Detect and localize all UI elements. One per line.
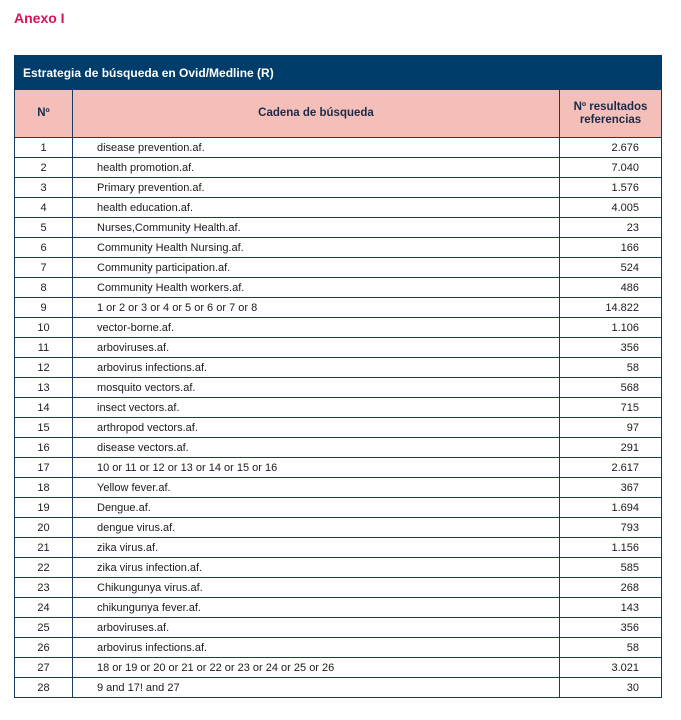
header-results-line1: Nº resultados <box>573 100 648 113</box>
table-row <box>15 538 662 558</box>
row-query: disease vectors.af. <box>73 438 560 458</box>
row-query: health promotion.af. <box>73 158 560 178</box>
row-number: 5 <box>15 218 73 238</box>
row-results: 356 <box>560 618 662 638</box>
row-results: 58 <box>560 638 662 658</box>
row-results: 14.822 <box>560 298 662 318</box>
row-results: 486 <box>560 278 662 298</box>
row-results: 524 <box>560 258 662 278</box>
row-results: 367 <box>560 478 662 498</box>
row-number: 1 <box>15 138 73 158</box>
row-query: 18 or 19 or 20 or 21 or 22 or 23 or 24 or 25 or 26 <box>73 658 560 678</box>
row-results: 1.576 <box>560 178 662 198</box>
annex-title: Anexo I <box>14 10 65 26</box>
row-results: 268 <box>560 578 662 598</box>
row-number: 25 <box>15 618 73 638</box>
row-number: 23 <box>15 578 73 598</box>
row-results: 58 <box>560 358 662 378</box>
row-number: 17 <box>15 458 73 478</box>
row-number: 18 <box>15 478 73 498</box>
row-query: mosquito vectors.af. <box>73 378 560 398</box>
row-number: 8 <box>15 278 73 298</box>
table-row <box>15 218 662 238</box>
row-number: 20 <box>15 518 73 538</box>
row-query: dengue virus.af. <box>73 518 560 538</box>
table-row <box>15 378 662 398</box>
row-query: Chikungunya virus.af. <box>73 578 560 598</box>
row-query: arbovirus infections.af. <box>73 358 560 378</box>
table-row <box>15 178 662 198</box>
row-results: 585 <box>560 558 662 578</box>
table-row <box>15 458 662 478</box>
row-query: Primary prevention.af. <box>73 178 560 198</box>
search-strategy-table <box>14 55 662 698</box>
table-row <box>15 298 662 318</box>
row-query: Community Health workers.af. <box>73 278 560 298</box>
row-query: arthropod vectors.af. <box>73 418 560 438</box>
table-row <box>15 418 662 438</box>
row-results: 1.106 <box>560 318 662 338</box>
table-row <box>15 398 662 418</box>
row-results: 356 <box>560 338 662 358</box>
header-results <box>560 90 662 138</box>
row-query: Community participation.af. <box>73 258 560 278</box>
table-row <box>15 358 662 378</box>
row-query: arboviruses.af. <box>73 338 560 358</box>
row-results: 291 <box>560 438 662 458</box>
row-query: zika virus.af. <box>73 538 560 558</box>
table-row <box>15 618 662 638</box>
table-caption: Estrategia de búsqueda en Ovid/Medline (R) <box>15 56 662 90</box>
row-results: 3.021 <box>560 658 662 678</box>
row-query: 1 or 2 or 3 or 4 or 5 or 6 or 7 or 8 <box>73 298 560 318</box>
row-number: 21 <box>15 538 73 558</box>
row-results: 2.617 <box>560 458 662 478</box>
row-number: 24 <box>15 598 73 618</box>
row-query: disease prevention.af. <box>73 138 560 158</box>
row-query: health education.af. <box>73 198 560 218</box>
row-number: 2 <box>15 158 73 178</box>
row-query: 9 and 17! and 27 <box>73 678 560 698</box>
table-header-row <box>15 90 662 138</box>
table-row <box>15 158 662 178</box>
header-number: Nº <box>15 90 73 138</box>
table-caption-row <box>15 56 662 90</box>
table-row <box>15 678 662 698</box>
table-row <box>15 558 662 578</box>
row-query: arbovirus infections.af. <box>73 638 560 658</box>
row-number: 22 <box>15 558 73 578</box>
row-results: 2.676 <box>560 138 662 158</box>
row-number: 10 <box>15 318 73 338</box>
row-results: 568 <box>560 378 662 398</box>
table-row <box>15 498 662 518</box>
header-results-line2: referencias <box>579 113 642 126</box>
table-row <box>15 438 662 458</box>
row-number: 6 <box>15 238 73 258</box>
row-number: 7 <box>15 258 73 278</box>
row-results: 97 <box>560 418 662 438</box>
row-number: 26 <box>15 638 73 658</box>
table-row <box>15 318 662 338</box>
table-row <box>15 278 662 298</box>
row-results: 7.040 <box>560 158 662 178</box>
table-row <box>15 638 662 658</box>
table-row <box>15 338 662 358</box>
table-row <box>15 198 662 218</box>
table-row <box>15 658 662 678</box>
row-number: 4 <box>15 198 73 218</box>
row-number: 15 <box>15 418 73 438</box>
row-query: chikungunya fever.af. <box>73 598 560 618</box>
table-row <box>15 138 662 158</box>
row-results: 30 <box>560 678 662 698</box>
row-query: Yellow fever.af. <box>73 478 560 498</box>
row-number: 14 <box>15 398 73 418</box>
table-row <box>15 478 662 498</box>
row-query: vector-borne.af. <box>73 318 560 338</box>
row-results: 4.005 <box>560 198 662 218</box>
row-query: Community Health Nursing.af. <box>73 238 560 258</box>
row-number: 9 <box>15 298 73 318</box>
row-results: 793 <box>560 518 662 538</box>
table-row <box>15 258 662 278</box>
table-row <box>15 238 662 258</box>
row-query: arboviruses.af. <box>73 618 560 638</box>
row-results: 715 <box>560 398 662 418</box>
row-results: 143 <box>560 598 662 618</box>
row-number: 11 <box>15 338 73 358</box>
row-query: Nurses,Community Health.af. <box>73 218 560 238</box>
row-number: 16 <box>15 438 73 458</box>
row-number: 12 <box>15 358 73 378</box>
row-results: 1.694 <box>560 498 662 518</box>
row-results: 1.156 <box>560 538 662 558</box>
row-number: 19 <box>15 498 73 518</box>
table-row <box>15 598 662 618</box>
row-query: 10 or 11 or 12 or 13 or 14 or 15 or 16 <box>73 458 560 478</box>
row-query: zika virus infection.af. <box>73 558 560 578</box>
row-query: Dengue.af. <box>73 498 560 518</box>
table-row <box>15 578 662 598</box>
row-number: 28 <box>15 678 73 698</box>
row-number: 13 <box>15 378 73 398</box>
row-results: 23 <box>560 218 662 238</box>
table-row <box>15 518 662 538</box>
row-number: 3 <box>15 178 73 198</box>
row-query: insect vectors.af. <box>73 398 560 418</box>
row-number: 27 <box>15 658 73 678</box>
header-query: Cadena de búsqueda <box>73 90 560 138</box>
row-results: 166 <box>560 238 662 258</box>
